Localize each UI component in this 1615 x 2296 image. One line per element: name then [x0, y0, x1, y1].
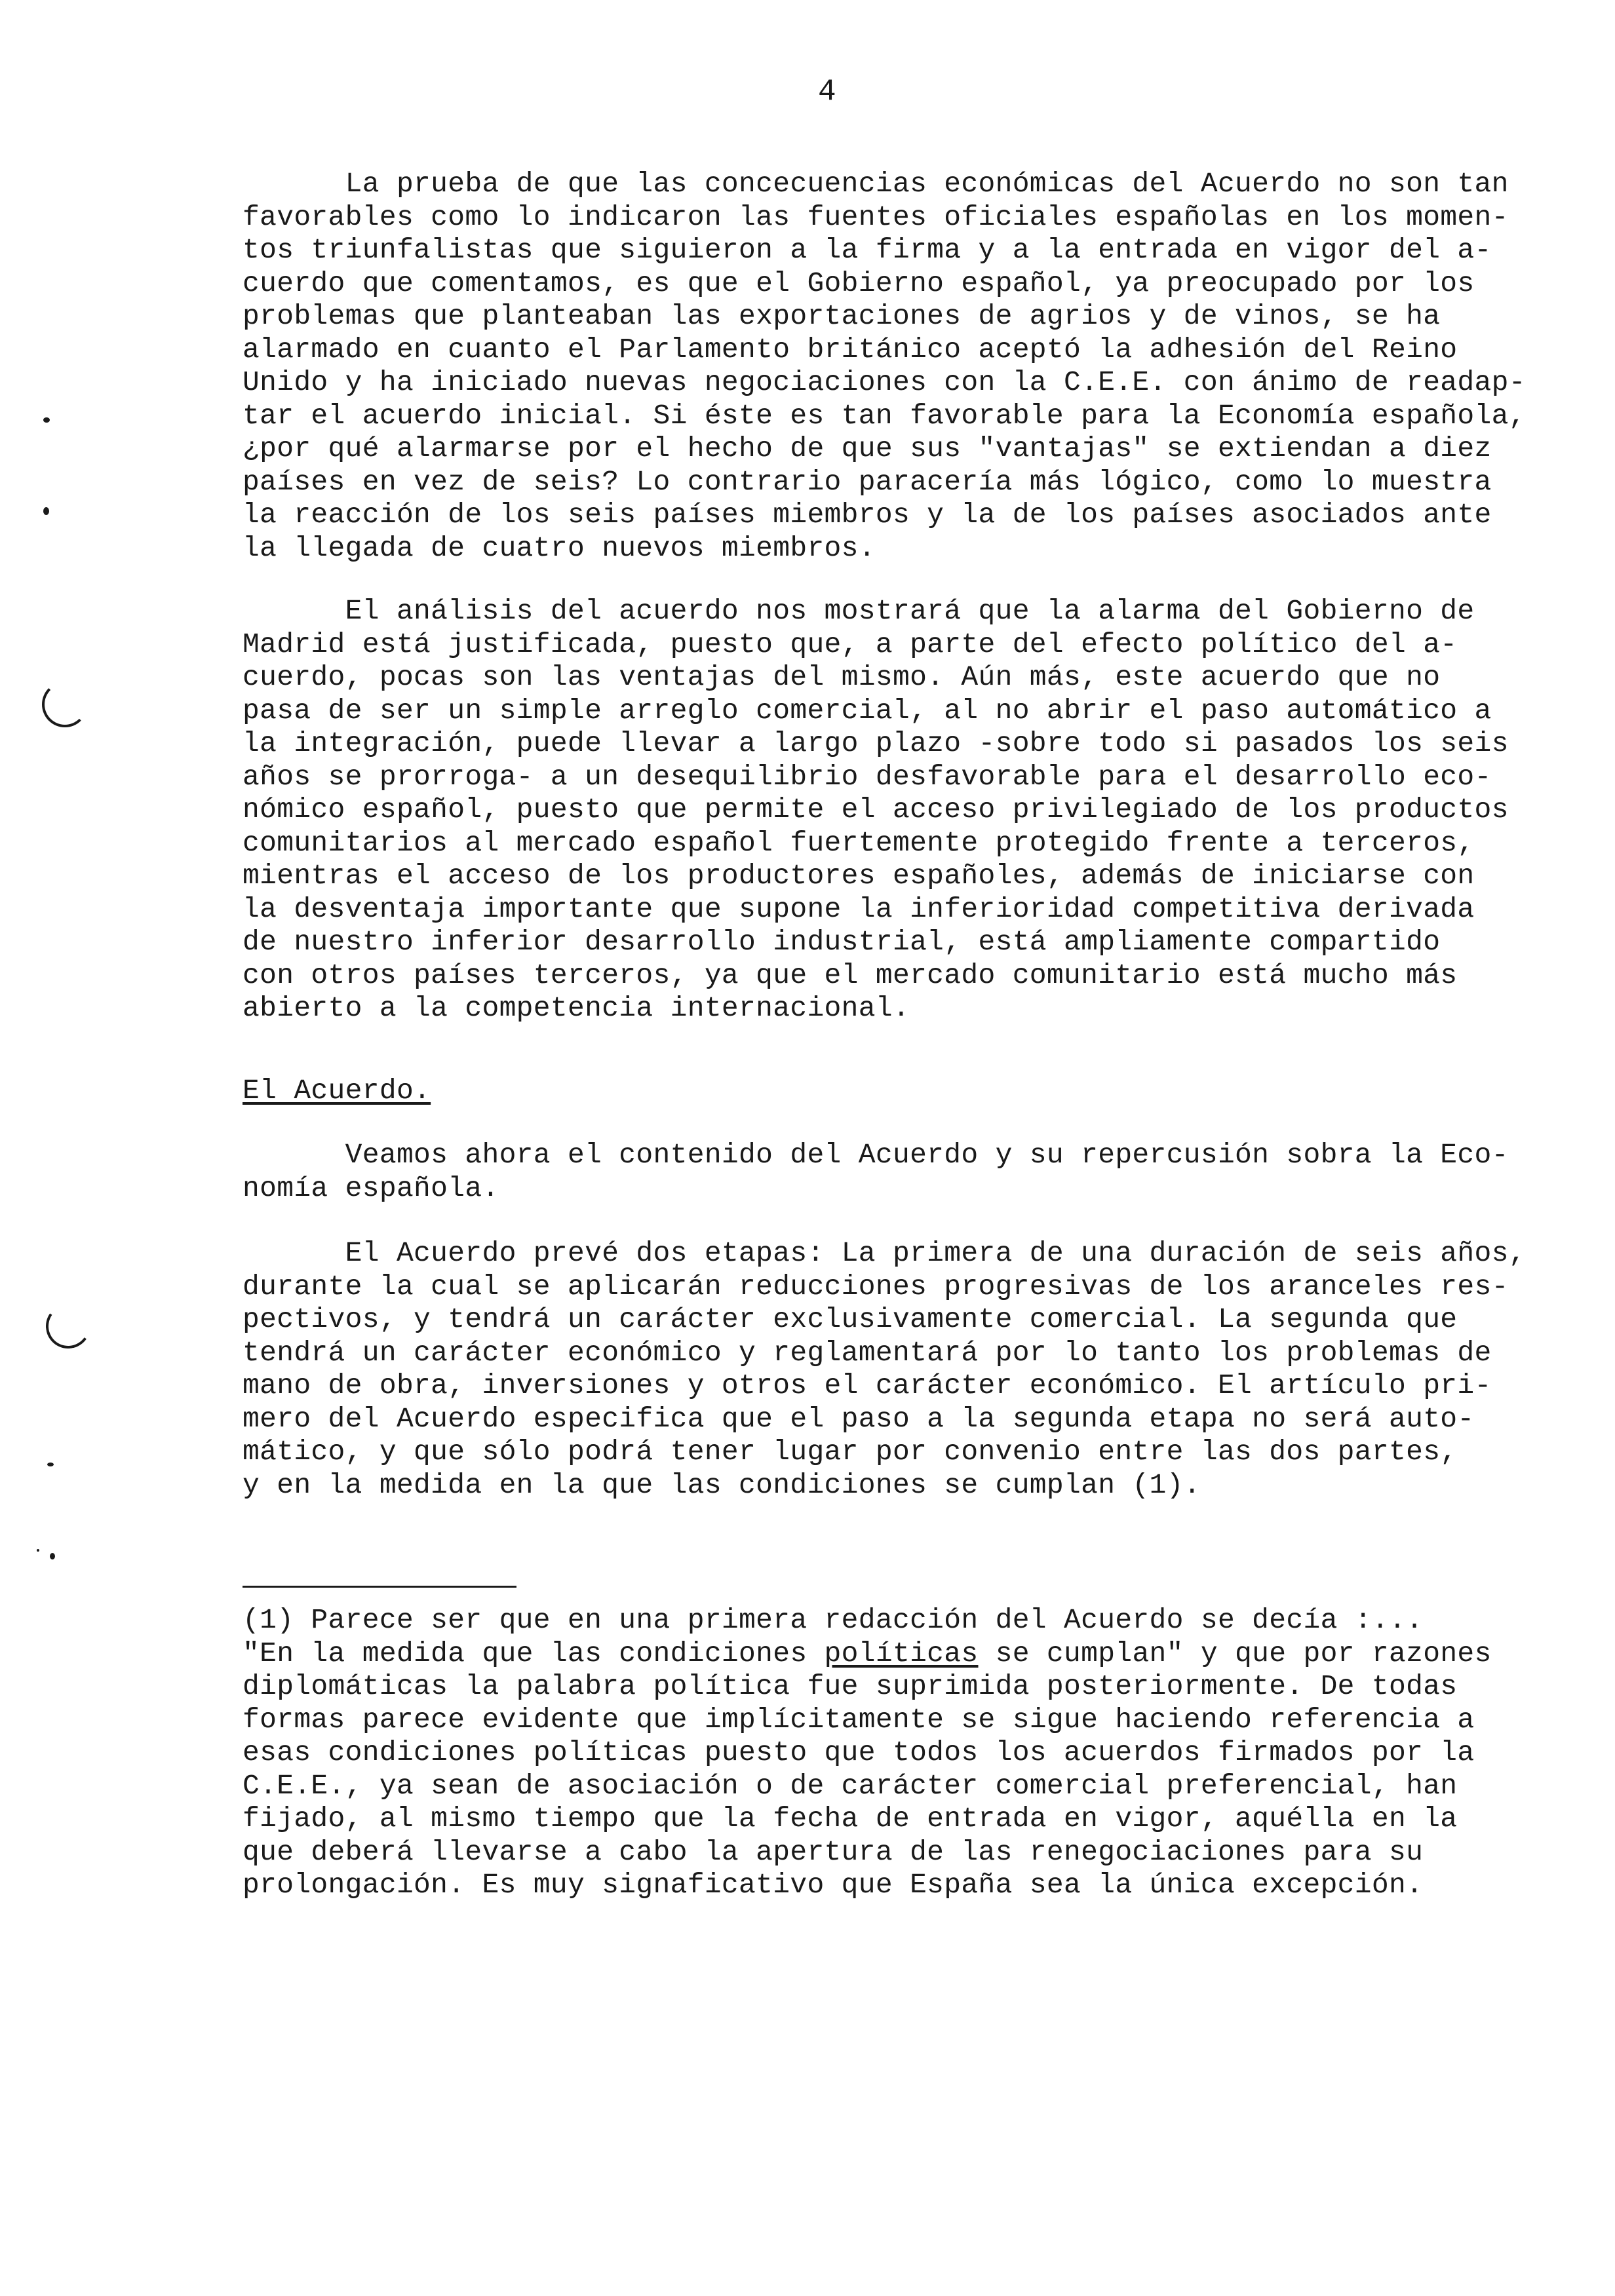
footnote-text: se cumplan" y que por razones	[978, 1637, 1492, 1670]
text-line: nomía española.	[243, 1172, 499, 1204]
footnote-line: C.E.E., ya sean de asociación o de carácter comercial preferencial, han	[243, 1769, 1458, 1802]
footnote-text: "En la medida que las condiciones	[243, 1637, 825, 1670]
text-line: mero del Acuerdo especifica que el paso a la segunda etapa no será auto-	[243, 1402, 1475, 1435]
text-line: tendrá un carácter económico y reglamentará por lo tanto los problemas de	[243, 1336, 1492, 1369]
footnote-rule	[243, 1586, 516, 1588]
margin-dot-mark	[43, 417, 50, 423]
footnote-line: formas parece evidente que implícitamente se sigue haciendo referencia a	[243, 1703, 1475, 1736]
text-line: años se prorroga- a un desequilibrio desfavorable para el desarrollo eco-	[243, 760, 1492, 793]
text-line: mientras el acceso de los productores españoles, además de iniciarse con	[243, 860, 1475, 892]
text-line: Veamos ahora el contenido del Acuerdo y su repercusión sobra la Eco-	[243, 1139, 1509, 1171]
footnote	[243, 1604, 1540, 1902]
text-line: La prueba de que las concecuencias económicas del Acuerdo no son tan	[243, 168, 1509, 200]
text-line: favorables como lo indicaron las fuentes oficiales españolas en los momen-	[243, 201, 1509, 233]
text-line: con otros países terceros, ya que el mercado comunitario está mucho más	[243, 959, 1458, 991]
text-line: Unido y ha iniciado nuevas negociaciones con la C.E.E. con ánimo de readap-	[243, 366, 1526, 398]
text-line: alarmado en cuanto el Parlamento británico aceptó la adhesión del Reino	[243, 333, 1458, 366]
paragraph-2	[243, 595, 1540, 1025]
text-line: mático, y que sólo podrá tener lugar por convenio entre las dos partes,	[243, 1436, 1458, 1468]
margin-arc-mark	[43, 1301, 94, 1352]
section-heading-text: El Acuerdo.	[243, 1075, 431, 1107]
text-line: El análisis del acuerdo nos mostrará que la alarma del Gobierno de	[243, 595, 1475, 627]
text-line: tos triunfalistas que siguieron a la firma y a la entrada en vigor del a-	[243, 234, 1492, 266]
text-line: la integración, puede llevar a largo plazo -sobre todo si pasados los seis	[243, 727, 1509, 759]
section-heading	[243, 1075, 1540, 1108]
footnote-underlined-word: políticas	[824, 1637, 979, 1670]
text-line: la llegada de cuatro nuevos miembros.	[243, 531, 876, 564]
text-line: El Acuerdo prevé dos etapas: La primera de una duración de seis años,	[243, 1237, 1526, 1269]
footnote-line: diplomáticas la palabra política fue suprimida posteriormente. De todas	[243, 1670, 1458, 1702]
footnote-line: fijado, al mismo tiempo que la fecha de entrada en vigor, aquélla en la	[243, 1803, 1458, 1835]
text-line: durante la cual se aplicarán reducciones progresivas de los aranceles res-	[243, 1270, 1509, 1303]
text-line: comunitarios al mercado español fuertemente protegido frente a terceros,	[243, 826, 1475, 859]
text-line: nómico español, puesto que permite el acceso privilegiado de los productos	[243, 794, 1509, 826]
margin-arc-mark	[42, 681, 88, 727]
paragraph-4	[243, 1237, 1540, 1502]
page-number: 4	[818, 75, 836, 109]
text-line: Madrid está justificada, puesto que, a parte del efecto político del a-	[243, 628, 1458, 660]
footnote-line: que deberá llevarse a cabo la apertura de las renegociaciones para su	[243, 1835, 1424, 1868]
footnote-line: esas condiciones políticas puesto que todos los acuerdos firmados por la	[243, 1736, 1475, 1769]
margin-dot-mark	[50, 1553, 55, 1559]
text-line: tar el acuerdo inicial. Si éste es tan favorable para la Economía española,	[243, 399, 1526, 432]
text-line: y en la medida en la que las condiciones se cumplan (1).	[243, 1468, 1201, 1501]
text-line: cuerdo que comentamos, es que el Gobierno español, ya preocupado por los	[243, 267, 1475, 299]
text-line: de nuestro inferior desarrollo industrial, está ampliamente compartido	[243, 926, 1441, 958]
text-line: ¿por qué alarmarse por el hecho de que sus "vantajas" se extiendan a diez	[243, 432, 1492, 465]
text-line: mano de obra, inversiones y otros el carácter económico. El artículo pri-	[243, 1369, 1492, 1402]
margin-dot-mark	[47, 1463, 54, 1466]
text-line: pasa de ser un simple arreglo comercial, al no abrir el paso automático a	[243, 694, 1492, 727]
paragraph-1	[243, 168, 1540, 565]
footnote-line	[243, 1637, 1540, 1671]
text-line: países en vez de seis? Lo contrario paracería más lógico, como lo muestra	[243, 465, 1492, 498]
text-line: problemas que planteaban las exportaciones de agrios y de vinos, se ha	[243, 300, 1441, 332]
paragraph-3	[243, 1139, 1540, 1205]
margin-dot-mark	[43, 507, 49, 515]
text-line: cuerdo, pocas son las ventajas del mismo. Aún más, este acuerdo que no	[243, 661, 1441, 693]
text-line: pectivos, y tendrá un carácter exclusivamente comercial. La segunda que	[243, 1303, 1458, 1335]
text-line: la desventaja importante que supone la inferioridad competitiva derivada	[243, 892, 1475, 925]
footnote-line: (1) Parece ser que en una primera redacción del Acuerdo se decía :...	[243, 1604, 1424, 1636]
text-line: abierto a la competencia internacional.	[243, 992, 910, 1024]
text-line: la reacción de los seis países miembros y la de los países asociados ante	[243, 499, 1492, 531]
margin-dot-mark	[37, 1549, 39, 1552]
footnote-line: prolongación. Es muy signaficativo que España sea la única excepción.	[243, 1869, 1424, 1901]
